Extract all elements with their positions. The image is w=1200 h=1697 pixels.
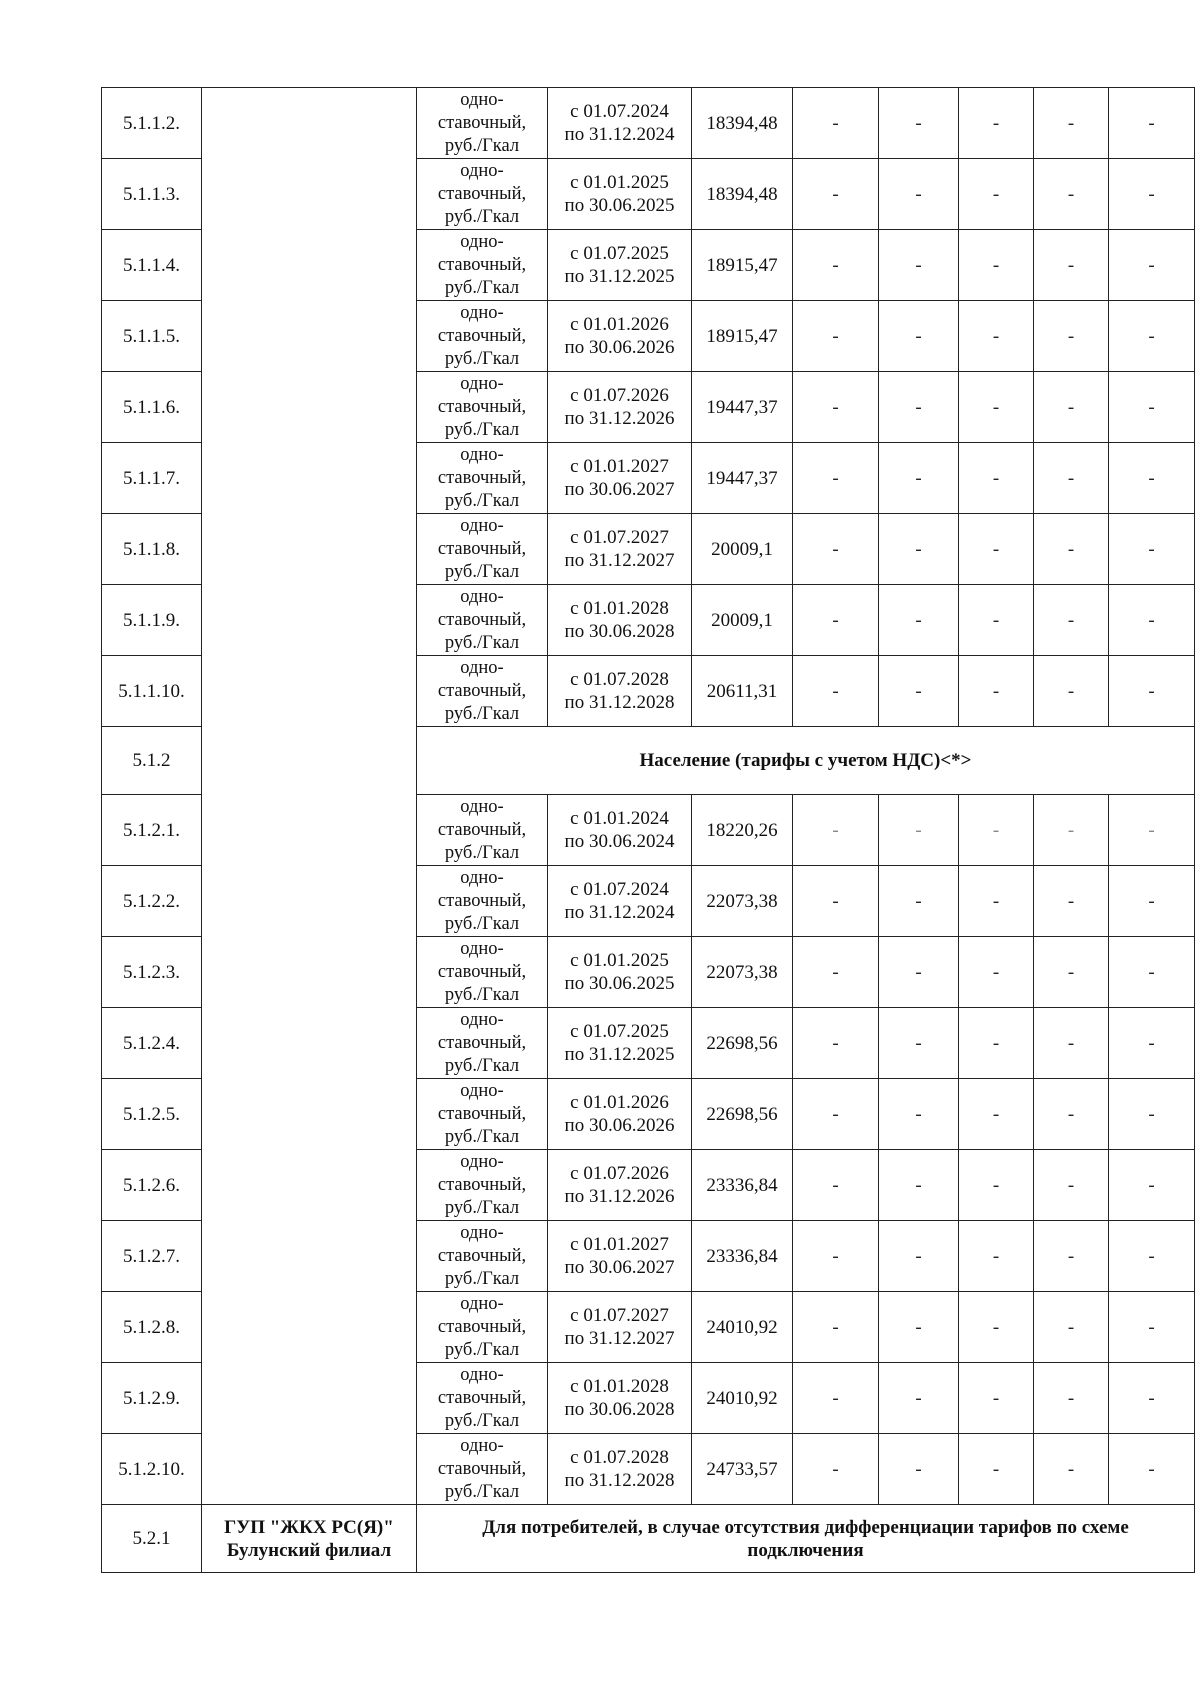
tariff-type-line: ставочный, <box>437 1032 527 1053</box>
empty-value-dash: - <box>793 1292 879 1363</box>
tariff-type-line: ставочный, <box>437 1103 527 1124</box>
empty-value-dash: - <box>793 88 879 159</box>
empty-value-dash: - <box>793 230 879 301</box>
tariff-type <box>417 1292 548 1363</box>
tariff-value: 20611,31 <box>692 656 793 727</box>
tariff-type-line: руб./Гкал <box>444 842 520 863</box>
empty-value-dash: - <box>879 1221 959 1292</box>
period-line: с 01.07.2025 <box>570 1021 669 1042</box>
tariff-type <box>417 1434 548 1505</box>
tariff-type-line: ставочный, <box>437 819 527 840</box>
organization-cell-empty <box>202 88 417 1505</box>
period-line: с 01.07.2024 <box>570 101 669 122</box>
tariff-value: 18394,48 <box>692 88 793 159</box>
period-line: по 31.12.2028 <box>564 1470 675 1491</box>
tariff-type-line: ставочный, <box>437 112 527 133</box>
empty-value-dash: - <box>1109 1008 1195 1079</box>
period-line: по 31.12.2028 <box>564 692 675 713</box>
tariff-type <box>417 656 548 727</box>
row-number: 5.1.1.7. <box>102 443 202 514</box>
empty-value-dash: - <box>1034 1363 1109 1434</box>
tariff-period <box>548 1008 692 1079</box>
empty-value-dash: - <box>879 1292 959 1363</box>
tariff-period <box>548 301 692 372</box>
empty-value-dash: - <box>1109 937 1195 1008</box>
period-line: с 01.07.2027 <box>570 1305 669 1326</box>
tariff-type-line: руб./Гкал <box>444 1126 520 1147</box>
tariff-value: 22698,56 <box>692 1079 793 1150</box>
row-number: 5.1.2.1. <box>102 795 202 866</box>
period-line: по 30.06.2025 <box>564 973 675 994</box>
empty-value-dash: - <box>879 159 959 230</box>
empty-value-dash: - <box>793 866 879 937</box>
tariff-type-line: одно- <box>460 938 504 959</box>
tariff-type-line: одно- <box>460 657 504 678</box>
row-number: 5.1.2.4. <box>102 1008 202 1079</box>
empty-value-dash: - <box>959 1008 1034 1079</box>
section-title <box>417 1505 1195 1573</box>
tariff-type-line: ставочный, <box>437 254 527 275</box>
empty-value-dash: - <box>879 514 959 585</box>
empty-value-dash: - <box>793 1221 879 1292</box>
row-number: 5.1.1.4. <box>102 230 202 301</box>
tariff-period <box>548 1434 692 1505</box>
empty-value-dash: - <box>793 1363 879 1434</box>
tariff-type-line: руб./Гкал <box>444 632 520 653</box>
empty-value-dash: - <box>793 301 879 372</box>
period-line: по 31.12.2025 <box>564 266 675 287</box>
period-line: с 01.01.2027 <box>570 456 669 477</box>
tariff-type-line: руб./Гкал <box>444 419 520 440</box>
row-number: 5.1.1.3. <box>102 159 202 230</box>
tariff-value: 19447,37 <box>692 443 793 514</box>
tariff-type <box>417 1150 548 1221</box>
period-line: по 30.06.2026 <box>564 337 675 358</box>
empty-value-dash: - <box>793 1434 879 1505</box>
period-line: по 31.12.2025 <box>564 1044 675 1065</box>
row-number: 5.1.2.10. <box>102 1434 202 1505</box>
empty-value-dash: - <box>1109 1363 1195 1434</box>
period-line: с 01.01.2025 <box>570 172 669 193</box>
row-number: 5.1.1.10. <box>102 656 202 727</box>
period-line: с 01.07.2028 <box>570 669 669 690</box>
tariff-type <box>417 88 548 159</box>
empty-value-dash: - <box>1034 159 1109 230</box>
empty-value-dash: - <box>959 937 1034 1008</box>
empty-value-dash: - <box>959 656 1034 727</box>
tariff-type-line: ставочный, <box>437 396 527 417</box>
tariff-type-line: одно- <box>460 1080 504 1101</box>
tariff-type-line: одно- <box>460 1364 504 1385</box>
period-line: с 01.07.2027 <box>570 527 669 548</box>
tariff-period <box>548 1150 692 1221</box>
empty-value-dash: - <box>1034 656 1109 727</box>
tariff-type-line: руб./Гкал <box>444 1410 520 1431</box>
empty-value-dash: - <box>793 443 879 514</box>
row-number: 5.1.1.2. <box>102 88 202 159</box>
empty-value-dash: - <box>1109 230 1195 301</box>
empty-value-dash: - <box>1034 1221 1109 1292</box>
tariff-type <box>417 1221 548 1292</box>
organization-name-line: ГУП "ЖКХ РС(Я)" <box>224 1516 394 1538</box>
tariff-type-line: одно- <box>460 231 504 252</box>
tariff-period <box>548 159 692 230</box>
tariff-type <box>417 514 548 585</box>
period-line: по 30.06.2026 <box>564 1115 675 1136</box>
tariff-type-line: руб./Гкал <box>444 1197 520 1218</box>
empty-value-dash: - <box>879 88 959 159</box>
tariff-period <box>548 656 692 727</box>
empty-value-dash: - <box>1034 443 1109 514</box>
empty-value-dash: - <box>959 1079 1034 1150</box>
tariff-type-line: ставочный, <box>437 1245 527 1266</box>
tariff-type <box>417 795 548 866</box>
empty-value-dash: - <box>959 866 1034 937</box>
empty-value-dash: - <box>1109 1150 1195 1221</box>
period-line: с 01.01.2027 <box>570 1234 669 1255</box>
empty-value-dash: - <box>959 230 1034 301</box>
empty-value-dash: - <box>879 301 959 372</box>
tariff-type <box>417 866 548 937</box>
period-line: по 31.12.2027 <box>564 550 675 571</box>
tariff-type-line: одно- <box>460 586 504 607</box>
tariff-type-line: руб./Гкал <box>444 277 520 298</box>
empty-value-dash: - <box>1034 795 1109 866</box>
empty-value-dash: - <box>959 1221 1034 1292</box>
empty-value-dash: - <box>879 866 959 937</box>
tariff-value: 18220,26 <box>692 795 793 866</box>
empty-value-dash: - <box>879 1434 959 1505</box>
tariff-type <box>417 230 548 301</box>
section-title-line: Для потребителей, в случае отсутствия дифференциации тарифов по схеме <box>482 1516 1129 1538</box>
tariff-type <box>417 443 548 514</box>
tariff-value: 24733,57 <box>692 1434 793 1505</box>
empty-value-dash: - <box>959 1363 1034 1434</box>
tariff-period <box>548 230 692 301</box>
row-number: 5.1.2.5. <box>102 1079 202 1150</box>
tariff-table <box>101 87 1195 1573</box>
tariff-type-line: ставочный, <box>437 1174 527 1195</box>
tariff-value: 22698,56 <box>692 1008 793 1079</box>
empty-value-dash: - <box>1034 585 1109 656</box>
empty-value-dash: - <box>1109 795 1195 866</box>
tariff-period <box>548 937 692 1008</box>
empty-value-dash: - <box>879 795 959 866</box>
empty-value-dash: - <box>1109 1079 1195 1150</box>
tariff-type-line: ставочный, <box>437 467 527 488</box>
empty-value-dash: - <box>879 1363 959 1434</box>
period-line: с 01.01.2026 <box>570 1092 669 1113</box>
period-line: с 01.01.2028 <box>570 598 669 619</box>
period-line: по 31.12.2026 <box>564 408 675 429</box>
empty-value-dash: - <box>879 656 959 727</box>
period-line: с 01.07.2028 <box>570 1447 669 1468</box>
tariff-type <box>417 1363 548 1434</box>
tariff-type-line: руб./Гкал <box>444 1339 520 1360</box>
tariff-type-line: руб./Гкал <box>444 348 520 369</box>
empty-value-dash: - <box>1109 656 1195 727</box>
tariff-value: 20009,1 <box>692 514 793 585</box>
empty-value-dash: - <box>1034 514 1109 585</box>
period-line: по 30.06.2024 <box>564 831 675 852</box>
empty-value-dash: - <box>959 795 1034 866</box>
tariff-type-line: одно- <box>460 1293 504 1314</box>
empty-value-dash: - <box>1034 866 1109 937</box>
tariff-type-line: руб./Гкал <box>444 1481 520 1502</box>
period-line: по 30.06.2028 <box>564 1399 675 1420</box>
tariff-period <box>548 443 692 514</box>
tariff-type <box>417 585 548 656</box>
tariff-period <box>548 1221 692 1292</box>
period-line: по 30.06.2027 <box>564 479 675 500</box>
section-title-line: подключения <box>747 1539 864 1561</box>
empty-value-dash: - <box>879 1150 959 1221</box>
section-number: 5.1.2 <box>102 727 202 795</box>
tariff-period <box>548 372 692 443</box>
tariff-type-line: ставочный, <box>437 609 527 630</box>
period-line: с 01.01.2025 <box>570 950 669 971</box>
row-number: 5.1.2.7. <box>102 1221 202 1292</box>
empty-value-dash: - <box>1109 159 1195 230</box>
tariff-period <box>548 866 692 937</box>
tariff-type-line: одно- <box>460 302 504 323</box>
period-line: с 01.01.2028 <box>570 1376 669 1397</box>
row-number: 5.1.2.8. <box>102 1292 202 1363</box>
empty-value-dash: - <box>793 1079 879 1150</box>
empty-value-dash: - <box>959 372 1034 443</box>
empty-value-dash: - <box>879 585 959 656</box>
organization-name-line: Булунский филиал <box>226 1539 392 1561</box>
tariff-type <box>417 372 548 443</box>
empty-value-dash: - <box>793 585 879 656</box>
row-number: 5.1.2.2. <box>102 866 202 937</box>
period-line: с 01.07.2025 <box>570 243 669 264</box>
tariff-type-line: ставочный, <box>437 1458 527 1479</box>
tariff-type-line: одно- <box>460 89 504 110</box>
empty-value-dash: - <box>959 1434 1034 1505</box>
empty-value-dash: - <box>793 1008 879 1079</box>
tariff-type-line: руб./Гкал <box>444 1055 520 1076</box>
tariff-value: 19447,37 <box>692 372 793 443</box>
empty-value-dash: - <box>1034 1150 1109 1221</box>
empty-value-dash: - <box>959 585 1034 656</box>
tariff-value: 22073,38 <box>692 937 793 1008</box>
tariff-period <box>548 1363 692 1434</box>
tariff-type-line: ставочный, <box>437 325 527 346</box>
tariff-type <box>417 159 548 230</box>
tariff-type-line: руб./Гкал <box>444 913 520 934</box>
table-row <box>102 88 1195 159</box>
row-number: 5.1.1.9. <box>102 585 202 656</box>
empty-value-dash: - <box>793 937 879 1008</box>
tariff-type <box>417 1079 548 1150</box>
empty-value-dash: - <box>1109 1221 1195 1292</box>
tariff-type-line: ставочный, <box>437 1387 527 1408</box>
tariff-value: 23336,84 <box>692 1150 793 1221</box>
tariff-type-line: ставочный, <box>437 1316 527 1337</box>
section-number: 5.2.1 <box>102 1505 202 1573</box>
empty-value-dash: - <box>793 1150 879 1221</box>
row-number: 5.1.2.6. <box>102 1150 202 1221</box>
empty-value-dash: - <box>1109 88 1195 159</box>
tariff-type-line: руб./Гкал <box>444 561 520 582</box>
empty-value-dash: - <box>1034 1008 1109 1079</box>
period-line: по 31.12.2024 <box>564 124 675 145</box>
empty-value-dash: - <box>793 514 879 585</box>
period-line: по 31.12.2027 <box>564 1328 675 1349</box>
tariff-value: 23336,84 <box>692 1221 793 1292</box>
row-number: 5.1.1.8. <box>102 514 202 585</box>
empty-value-dash: - <box>793 159 879 230</box>
tariff-type-line: ставочный, <box>437 538 527 559</box>
empty-value-dash: - <box>959 443 1034 514</box>
empty-value-dash: - <box>1109 443 1195 514</box>
row-number: 5.1.1.5. <box>102 301 202 372</box>
tariff-value: 18394,48 <box>692 159 793 230</box>
tariff-type-line: руб./Гкал <box>444 1268 520 1289</box>
empty-value-dash: - <box>1034 88 1109 159</box>
empty-value-dash: - <box>879 372 959 443</box>
empty-value-dash: - <box>879 1079 959 1150</box>
empty-value-dash: - <box>1109 585 1195 656</box>
organization-name <box>202 1505 417 1573</box>
period-line: с 01.01.2026 <box>570 314 669 335</box>
tariff-type-line: одно- <box>460 1435 504 1456</box>
tariff-value: 18915,47 <box>692 301 793 372</box>
period-line: по 30.06.2025 <box>564 195 675 216</box>
empty-value-dash: - <box>879 1008 959 1079</box>
tariff-type-line: руб./Гкал <box>444 703 520 724</box>
empty-value-dash: - <box>1109 1434 1195 1505</box>
tariff-value: 24010,92 <box>692 1292 793 1363</box>
tariff-type-line: одно- <box>460 1009 504 1030</box>
empty-value-dash: - <box>879 937 959 1008</box>
period-line: по 31.12.2024 <box>564 902 675 923</box>
tariff-type-line: ставочный, <box>437 680 527 701</box>
tariff-period <box>548 514 692 585</box>
tariff-type-line: одно- <box>460 373 504 394</box>
tariff-value: 22073,38 <box>692 866 793 937</box>
tariff-period <box>548 1292 692 1363</box>
empty-value-dash: - <box>959 159 1034 230</box>
empty-value-dash: - <box>959 1150 1034 1221</box>
empty-value-dash: - <box>1109 514 1195 585</box>
tariff-type-line: руб./Гкал <box>444 490 520 511</box>
tariff-type-line: ставочный, <box>437 961 527 982</box>
empty-value-dash: - <box>1034 1434 1109 1505</box>
row-number: 5.1.2.3. <box>102 937 202 1008</box>
tariff-type-line: одно- <box>460 1222 504 1243</box>
empty-value-dash: - <box>879 443 959 514</box>
empty-value-dash: - <box>1109 372 1195 443</box>
tariff-period <box>548 585 692 656</box>
empty-value-dash: - <box>1109 866 1195 937</box>
empty-value-dash: - <box>959 88 1034 159</box>
period-line: с 01.07.2026 <box>570 1163 669 1184</box>
empty-value-dash: - <box>1034 1292 1109 1363</box>
empty-value-dash: - <box>793 795 879 866</box>
empty-value-dash: - <box>1034 937 1109 1008</box>
period-line: с 01.01.2024 <box>570 808 669 829</box>
tariff-value: 24010,92 <box>692 1363 793 1434</box>
empty-value-dash: - <box>959 514 1034 585</box>
section-row <box>102 1505 1195 1573</box>
section-title: Население (тарифы с учетом НДС)<*> <box>417 727 1195 795</box>
tariff-type-line: одно- <box>460 160 504 181</box>
tariff-type <box>417 1008 548 1079</box>
empty-value-dash: - <box>1034 1079 1109 1150</box>
empty-value-dash: - <box>1109 1292 1195 1363</box>
tariff-type <box>417 301 548 372</box>
tariff-period <box>548 1079 692 1150</box>
tariff-value: 20009,1 <box>692 585 793 656</box>
tariff-type-line: ставочный, <box>437 183 527 204</box>
empty-value-dash: - <box>879 230 959 301</box>
row-number: 5.1.1.6. <box>102 372 202 443</box>
tariff-type-line: руб./Гкал <box>444 984 520 1005</box>
period-line: по 31.12.2026 <box>564 1186 675 1207</box>
tariff-value: 18915,47 <box>692 230 793 301</box>
tariff-type-line: одно- <box>460 444 504 465</box>
period-line: по 30.06.2028 <box>564 621 675 642</box>
period-line: с 01.07.2026 <box>570 385 669 406</box>
tariff-type-line: одно- <box>460 515 504 536</box>
tariff-period <box>548 88 692 159</box>
period-line: с 01.07.2024 <box>570 879 669 900</box>
empty-value-dash: - <box>793 656 879 727</box>
tariff-type-line: руб./Гкал <box>444 135 520 156</box>
tariff-type-line: одно- <box>460 1151 504 1172</box>
empty-value-dash: - <box>1109 301 1195 372</box>
empty-value-dash: - <box>959 1292 1034 1363</box>
period-line: по 30.06.2027 <box>564 1257 675 1278</box>
empty-value-dash: - <box>1034 301 1109 372</box>
tariff-type-line: одно- <box>460 867 504 888</box>
tariff-type-line: одно- <box>460 796 504 817</box>
empty-value-dash: - <box>1034 372 1109 443</box>
row-number: 5.1.2.9. <box>102 1363 202 1434</box>
empty-value-dash: - <box>793 372 879 443</box>
empty-value-dash: - <box>959 301 1034 372</box>
empty-value-dash: - <box>1034 230 1109 301</box>
tariff-type-line: руб./Гкал <box>444 206 520 227</box>
tariff-type <box>417 937 548 1008</box>
tariff-period <box>548 795 692 866</box>
tariff-type-line: ставочный, <box>437 890 527 911</box>
